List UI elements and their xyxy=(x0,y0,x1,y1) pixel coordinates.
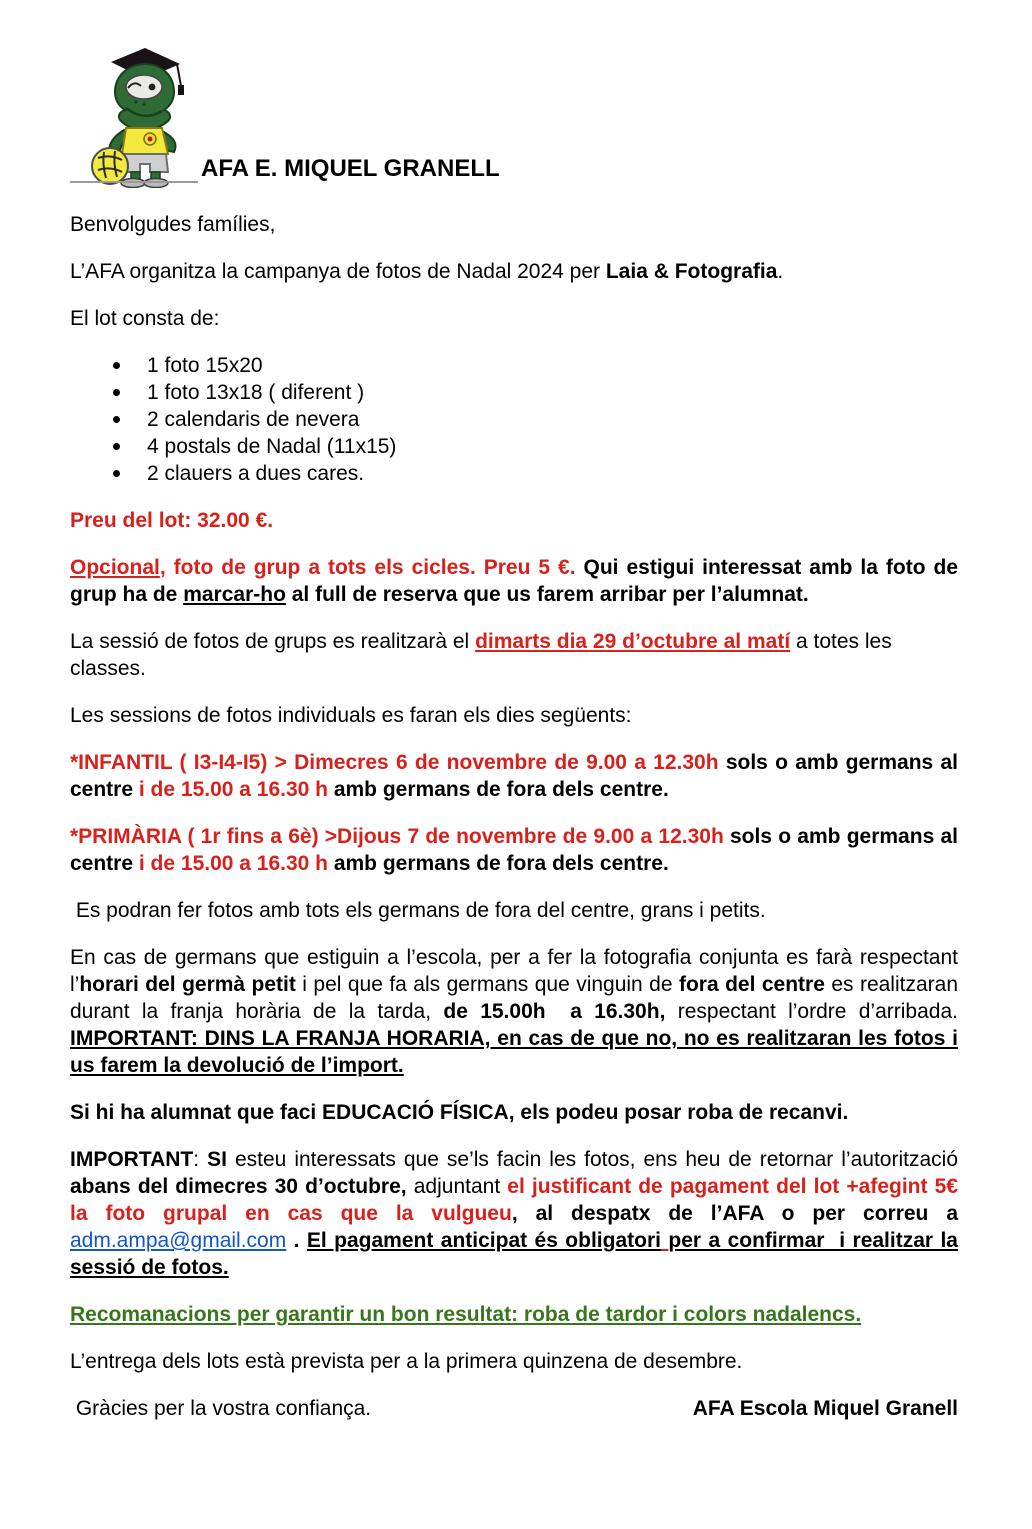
text-run: *PRIMÀRIA ( 1r fins a 6è) >Dijous 7 de novembre de 9.00 a 12.30h xyxy=(70,825,724,848)
text-run: Opcional xyxy=(70,556,160,579)
price xyxy=(70,507,958,534)
text-run: *INFANTIL ( I3-I4-I5) > Dimecres 6 de novembre de 9.00 a 12.30h xyxy=(70,751,719,774)
text-run: Les sessions de fotos individuals es faran els dies següents: xyxy=(70,704,632,727)
text-run: El lot consta de: xyxy=(70,307,220,330)
group-session-date xyxy=(70,628,958,682)
siblings-detail xyxy=(70,944,958,1079)
text-run: L’entrega dels lots està prevista per a la primera quinzena de desembre. xyxy=(70,1350,743,1373)
text-run: . xyxy=(286,1229,307,1252)
text-run: Qui estigui interessat amb la foto de grup ha de xyxy=(70,556,959,606)
text-run: adjuntant xyxy=(406,1175,508,1198)
org-title: AFA E. MIQUEL GRANELL xyxy=(201,155,500,182)
text-run: al full de reserva que us farem arribar per l’alumnat. xyxy=(285,583,809,606)
closing-row xyxy=(70,1395,958,1422)
list-item: 2 clauers a dues cares. xyxy=(113,460,958,487)
text-run: En cas de germans que estiguin a l’escola, per a fer la fotografia conjunta es farà respectant l’ xyxy=(70,946,958,996)
lot-list xyxy=(70,352,958,487)
recommendations xyxy=(70,1301,958,1328)
greeting xyxy=(70,211,958,238)
individual-sessions-intro xyxy=(70,702,958,729)
text-run: Laia & Fotografia xyxy=(605,260,778,283)
infantil-schedule xyxy=(70,749,958,803)
text-run: a totes les classes. xyxy=(70,630,892,680)
list-item: 1 foto 13x18 ( diferent ) xyxy=(113,379,958,406)
pe-clothing-note xyxy=(70,1099,958,1126)
document-body xyxy=(70,211,958,1442)
text-run: i de 15.00 a 16.30 h xyxy=(138,778,328,801)
text-run: dimarts dia 29 d’octubre al matí xyxy=(475,630,791,653)
text-run: de 15.00h a 16.30h, xyxy=(443,1000,666,1023)
text-run: respectant l’ordre d’arribada. xyxy=(665,1000,958,1023)
text-run: La sessió de fotos de grups es realitzarà el xyxy=(70,630,476,653)
text-run: El pagament anticipat és obligatori xyxy=(306,1229,661,1252)
email-link[interactable]: adm.ampa@gmail.com xyxy=(70,1229,287,1252)
text-run: AFA Escola Miquel Granell xyxy=(692,1397,958,1420)
intro xyxy=(70,258,958,285)
text-run: Gràcies per la vostra confiança. xyxy=(70,1397,372,1420)
text-run: : xyxy=(193,1148,208,1171)
text-run: el justificant de pagament del lot +afegint 5€ la foto grupal en cas que la vulgueu xyxy=(70,1175,958,1225)
text-run: sols o amb germans al centre xyxy=(70,751,958,801)
text-run: L’AFA organitza la campanya de fotos de Nadal 2024 per xyxy=(70,260,606,283)
outside-siblings-note xyxy=(70,897,958,924)
text-run: abans del dimecres 30 d’octubre, xyxy=(70,1175,407,1198)
text-run: i de 15.00 a 16.30 h xyxy=(138,852,328,875)
text-run: Recomanacions per garantir un bon resultat: roba de tardor i colors nadalencs. xyxy=(70,1303,862,1326)
primaria-schedule xyxy=(70,823,958,877)
list-item: 2 calendaris de nevera xyxy=(113,406,958,433)
text-run: esteu interessats que se’ls facin les fotos, ens heu de retornar l’autorització xyxy=(226,1148,958,1171)
school-mascot-logo xyxy=(84,42,202,188)
text-run: , foto de grup a tots els cicles. Preu 5 €. xyxy=(159,556,576,579)
text-run: amb germans de fora dels centre. xyxy=(328,778,669,801)
text-run: amb germans de fora dels centre. xyxy=(328,852,669,875)
text-run: es realitzaran durant la franja horària de la tarda, xyxy=(70,973,959,1023)
text-run: horari del germà petit xyxy=(79,973,296,996)
text-run: , al despatx de l’AFA o per correu a xyxy=(511,1202,958,1225)
text-run: SI xyxy=(207,1148,227,1171)
text-run: IMPORTANT: DINS LA FRANJA HORARIA, en cas de que no, no es realitzaran les fotos i us farem la devolució de l’import. xyxy=(70,1027,958,1077)
text-run: Es podran fer fotos amb tots els germans de fora del centre, grans i petits. xyxy=(70,899,766,922)
text-run: marcar-ho xyxy=(183,583,286,606)
text-run: fora del centre xyxy=(678,973,825,996)
lot-intro xyxy=(70,305,958,332)
list-item: 1 foto 15x20 xyxy=(113,352,958,379)
important-return xyxy=(70,1146,958,1281)
text-run: Preu del lot: 32.00 €. xyxy=(70,509,274,532)
text-run: per a confirmar i realitzar la sessió de fotos. xyxy=(70,1229,958,1279)
list-item: 4 postals de Nadal (11x15) xyxy=(113,433,958,460)
text-run: Benvolgudes famílies, xyxy=(70,213,276,236)
mascot-icon xyxy=(84,42,202,188)
header-underline xyxy=(70,181,198,183)
text-run: Si hi ha alumnat que faci EDUCACIÓ FÍSICA, els podeu posar roba de recanvi. xyxy=(70,1101,849,1124)
text-run: IMPORTANT xyxy=(70,1148,194,1171)
text-run: i pel que fa als germans que vinguin de xyxy=(295,973,679,996)
text-run: sols o amb germans al centre xyxy=(70,825,958,875)
optional-group-photo xyxy=(70,554,958,608)
text-run: . xyxy=(777,260,784,283)
delivery-note xyxy=(70,1348,958,1375)
